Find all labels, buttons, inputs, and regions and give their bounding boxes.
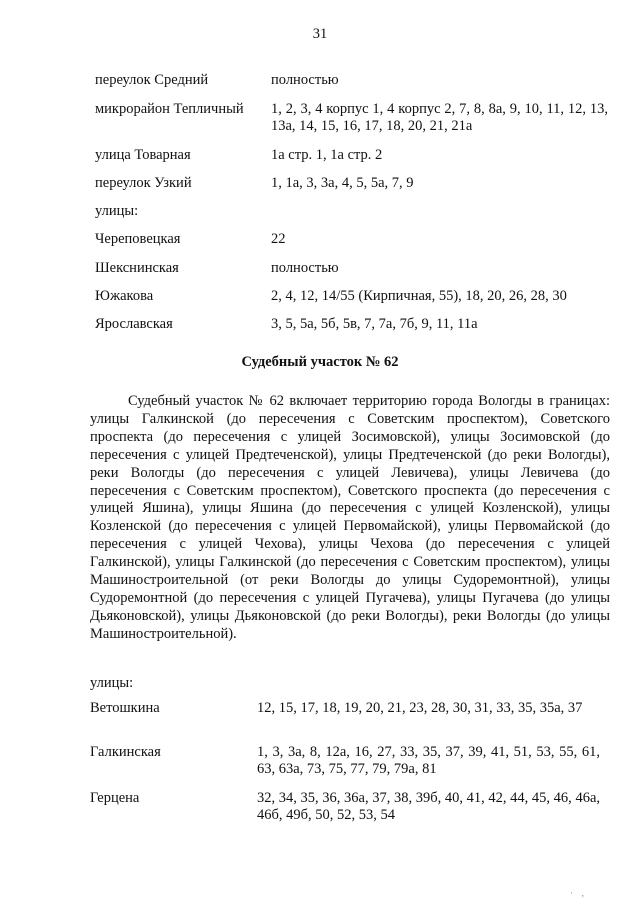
streets-label: улицы: bbox=[90, 675, 134, 691]
house-numbers: полностью bbox=[271, 260, 339, 276]
house-numbers: 32, 34, 35, 36, 36а, 37, 38, 39б, 40, 41, 42, 44, 45, 46, 46а, 46б, 49б, 50, 52, 53, 54 bbox=[257, 790, 600, 823]
house-numbers: 2, 4, 12, 14/55 (Кирпичная, 55), 18, 20, 26, 28, 30 bbox=[271, 288, 567, 304]
street-name: Шекснинская bbox=[95, 260, 179, 276]
street-name: микрорайон Тепличный bbox=[95, 101, 244, 117]
scan-mark: · ‚ bbox=[570, 888, 588, 898]
street-name: Ветошкина bbox=[90, 700, 160, 716]
house-numbers: 12, 15, 17, 18, 19, 20, 21, 23, 28, 30, 31, 33, 35, 35а, 37 bbox=[257, 700, 583, 716]
street-name: Герцена bbox=[90, 790, 140, 806]
house-numbers: 1а стр. 1, 1а стр. 2 bbox=[271, 147, 383, 163]
house-numbers: 22 bbox=[271, 231, 286, 247]
street-name: улица Товарная bbox=[95, 147, 191, 163]
house-numbers: полностью bbox=[271, 72, 339, 88]
street-name: переулок Узкий bbox=[95, 175, 192, 191]
street-name: переулок Средний bbox=[95, 72, 209, 88]
street-name: Галкинская bbox=[90, 744, 161, 760]
house-numbers: 3, 5, 5а, 5б, 5в, 7, 7а, 7б, 9, 11, 11а bbox=[271, 316, 478, 332]
streets-group-label: улицы: bbox=[95, 203, 139, 219]
street-name: Череповецкая bbox=[95, 231, 181, 247]
house-numbers: 1, 3, 3а, 8, 12а, 16, 27, 33, 35, 37, 39, 41, 51, 53, 55, 61, 63, 63а, 73, 75, 77, 79, 79а, 81 bbox=[257, 744, 600, 777]
page-number: 31 bbox=[312, 26, 328, 42]
house-numbers: 1, 2, 3, 4 корпус 1, 4 корпус 2, 7, 8, 8а, 9, 10, 11, 12, 13, 13а, 14, 15, 16, 17, 18, 20, 21, 21а bbox=[271, 101, 608, 134]
section-description: Судебный участок № 62 включает территорию города Вологды в границах: улицы Галкинской (до пересечения с Советским проспектом), Советского проспекта (до пересечения с улицей Зосимовской), улицы Зосимовской (до пересечения с улицей Предтеченской), улицы Предтеченской (до реки Вологды), реки Вологды (до пересечения с улицей Левичева), улицы Левичева (до пересечения с Советским проспектом), Советского проспекта (до пересечения с улицей Яшина), улицы Яшина (до пересечения с улицей Козленской), улицы Козленской (до пересечения с улицей Первомайской), улицы Первомайской (до пересечения с улицей Чехова), улицы Чехова (до пересечения с улицей Галкинской), улицы Галкинской (до пересечения с Советским проспектом), улицы Машиностроительной (от реки Вологды до улицы Судоремонтной), улицы Судоремонтной (до пересечения с улицей Пугачева), улицы Пугачева (до улицы Дьяконовской), улицы Дьяконовской (до реки Вологды), реки Вологды (до улицы Машиностроительной). bbox=[90, 393, 610, 642]
section-heading: Судебный участок № 62 bbox=[241, 354, 399, 370]
house-numbers: 1, 1а, 3, 3а, 4, 5, 5а, 7, 9 bbox=[271, 175, 414, 191]
street-name: Ярославская bbox=[95, 316, 173, 332]
street-name: Южакова bbox=[95, 288, 154, 304]
